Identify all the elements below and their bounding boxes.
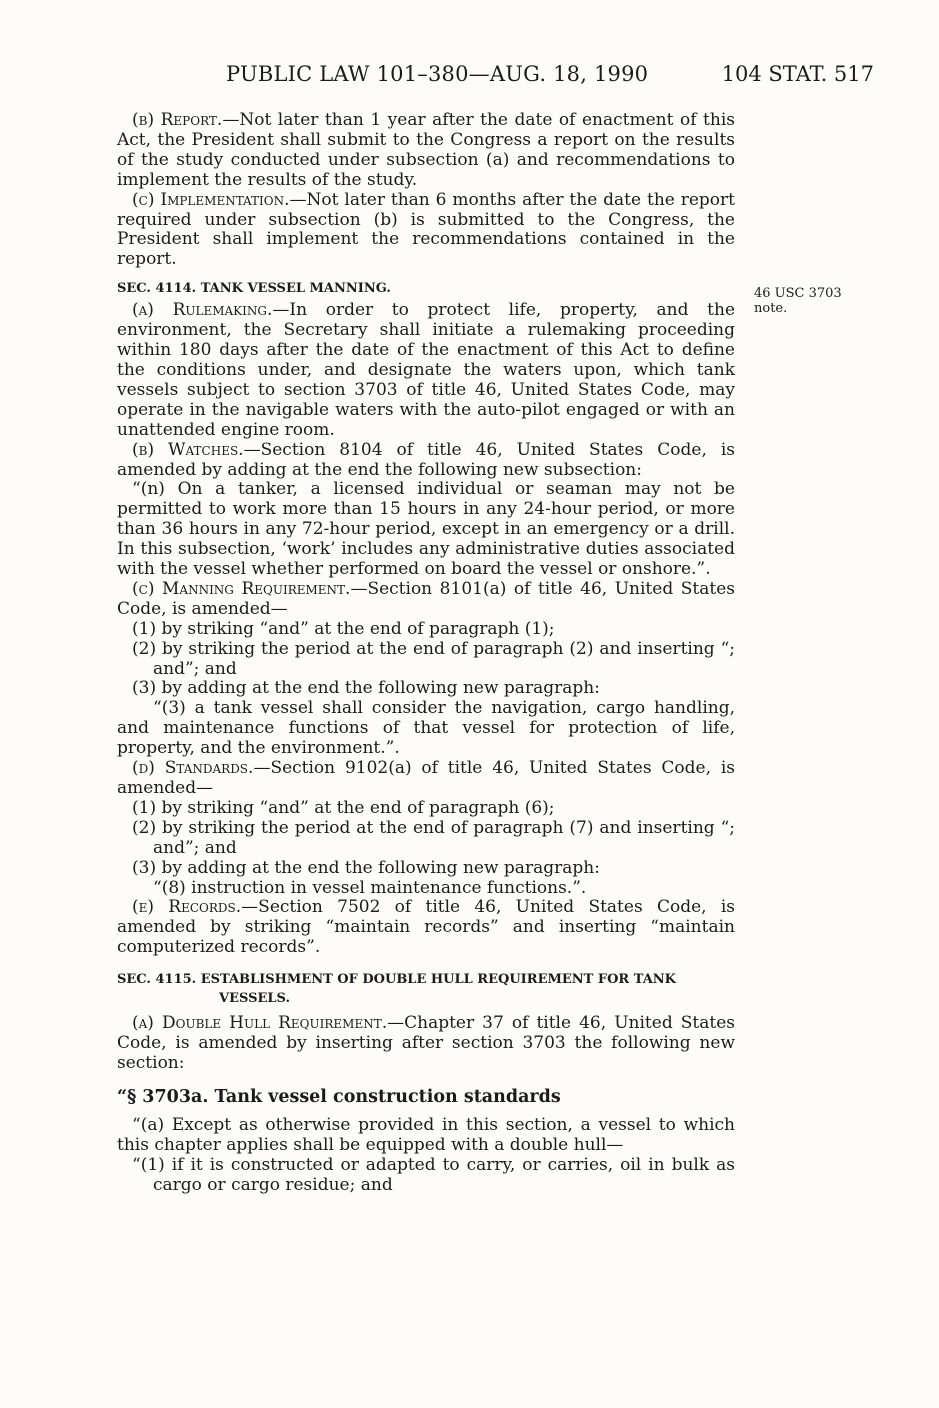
paragraph-heading: (b) Watches. <box>132 439 244 460</box>
paragraph-text: —Section 9102(a) of title 46, United States Code, is amended— <box>117 758 735 798</box>
list-item: (2) by striking the period at the end of paragraph (2) and inserting “; and”; and <box>132 638 735 679</box>
paragraph-text: —In order to protect life, property, and the environment, the Secretary shall initiate a rulemaking proceeding within 180 days after the date of the enactment of this Act to define the conditions under, and designate the waters upon, which tank vessels subject to section 3703 of title 46, United States Code, may operate in the navigable waters with the auto-pilot engaged or with an unattended engine room. <box>117 300 736 440</box>
section-heading-line: VESSELS. <box>219 991 290 1007</box>
paragraph-text: —Section 8101(a) of title 46, United States Code, is amended— <box>117 578 735 619</box>
paragraph-heading: (e) Records. <box>132 897 242 918</box>
paragraph-text: —Chapter 37 of title 46, United States Code, is amended by inserting after section 3703 the following new section: <box>117 1013 735 1073</box>
paragraph-manning <box>117 580 735 620</box>
paragraph-heading: (a) Double Hull Requirement. <box>132 1013 388 1034</box>
paragraph-text: —Section 8104 of title 46, United States Code, is amended by adding at the end the following new subsection: <box>117 439 735 480</box>
margin-note <box>754 286 864 316</box>
list-item: (1) by striking “and” at the end of paragraph (1); <box>132 618 555 639</box>
paragraph-rulemaking <box>117 301 735 440</box>
list-item: (1) by striking “and” at the end of paragraph (6); <box>132 797 555 818</box>
section-heading-4114: SEC. 4114. TANK VESSEL MANNING. <box>117 281 391 297</box>
list-item: (2) by striking the period at the end of paragraph (7) and inserting “; and”; and <box>132 817 735 858</box>
paragraph-heading: (a) Rulemaking. <box>132 300 273 321</box>
paragraph-double-hull <box>117 1014 735 1074</box>
list-item: (3) by adding at the end the following new paragraph: <box>132 678 600 699</box>
section-heading-4115 <box>117 970 735 1008</box>
margin-note-citation: 46 USC 3703 <box>754 286 842 301</box>
paragraph-heading: (c) Implementation. <box>132 189 290 210</box>
margin-note-label: note. <box>754 301 788 316</box>
section-3703a-heading: “§ 3703a. Tank vessel construction standards <box>117 1086 561 1107</box>
paragraph-3703a-1: “(1) if it is constructed or adapted to carry, or carries, oil in bulk as cargo or cargo residue; and <box>132 1154 735 1195</box>
paragraph-records <box>117 898 735 958</box>
paragraph-watches <box>117 441 735 481</box>
paragraph-standards <box>117 759 735 799</box>
document-body <box>117 111 735 1195</box>
paragraph-heading: (b) Report. <box>132 110 223 130</box>
running-header-stat: 104 STAT. 517 <box>721 62 874 86</box>
paragraph-3703a-a: “(a) Except as otherwise provided in this section, a vessel to which this chapter applies shall be equipped with a double hull— <box>117 1114 735 1155</box>
paragraph-heading: (d) Standards. <box>132 758 254 779</box>
section-heading-line: SEC. 4115. ESTABLISHMENT OF DOUBLE HULL REQUIREMENT FOR TANK <box>117 972 676 988</box>
quoted-paragraph: “(8) instruction in vessel maintenance functions.”. <box>153 877 587 898</box>
paragraph-report <box>117 111 735 191</box>
paragraph-heading: (c) Manning Requirement. <box>132 578 351 599</box>
paragraph-tanker-hours: “(n) On a tanker, a licensed individual or seaman may not be permitted to work more than 15 hours in any 24-hour period, or more than 36 hours in any 72-hour period, except in an emergency or a drill. In this subsection, ‘work’ includes any administrative duties associated with the vessel whether performed on board the vessel or onshore.”. <box>117 479 735 580</box>
paragraph-text: —Not later than 1 year after the date of enactment of this Act, the President shall submit to the Congress a report on the results of the study conducted under subsection (a) and recommendations to implement the results of the study. <box>117 110 735 190</box>
paragraph-text: —Section 7502 of title 46, United States Code, is amended by striking “maintain records” and inserting “maintain computerized records”. <box>117 897 735 958</box>
quoted-paragraph: “(3) a tank vessel shall consider the navigation, cargo handling, and maintenance functions of that vessel for protection of life, property, and the environment.”. <box>117 698 735 759</box>
paragraph-implementation <box>117 191 735 271</box>
list-item: (3) by adding at the end the following new paragraph: <box>132 857 600 878</box>
running-header-title: PUBLIC LAW 101–380—AUG. 18, 1990 <box>226 62 649 86</box>
paragraph-text: —Not later than 6 months after the date the report required under subsection (b) is submitted to the Congress, the President shall implement the recommendations contained in the report. <box>117 189 735 270</box>
